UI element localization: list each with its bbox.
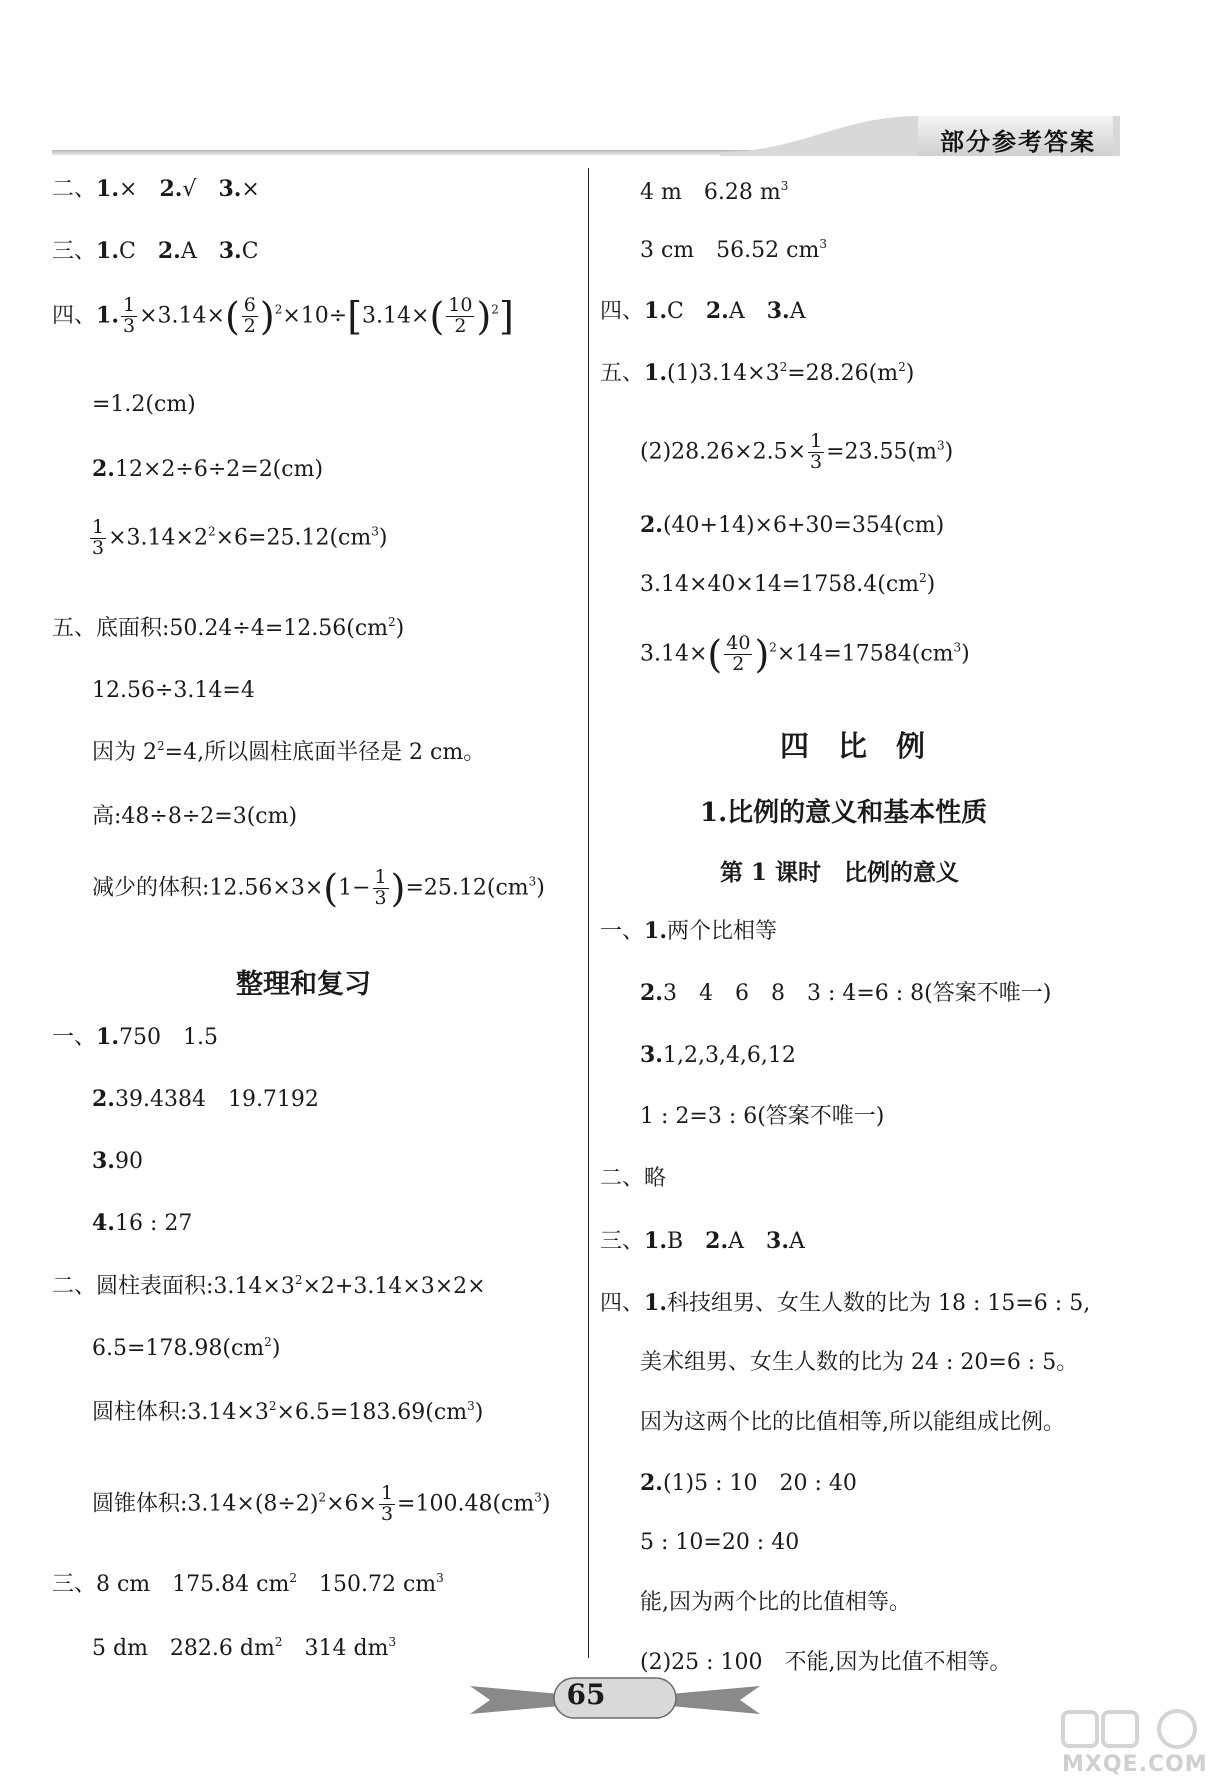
answer-line: 12.56÷3.14=4	[92, 678, 255, 703]
answer-line: 因为 $2^2=4$,所以圆柱底面半径是 2 cm。	[92, 739, 486, 765]
answer-line: 4.16 : 27	[92, 1210, 193, 1236]
answer-line: 圆柱体积$:3.14\times 3^2\times 6.5=183.69(cm^3)$	[92, 1399, 484, 1425]
page-header-title: 部分参考答案	[940, 127, 1096, 156]
answer-line: 三、1.B 2.A 3.A	[600, 1228, 805, 1254]
answer-line: 二、1.× 2.√ 3.×	[52, 176, 260, 202]
answer-line: 2.39.4384 19.7192	[92, 1086, 319, 1112]
answer-line: 2.(40+14)×6+30=354(cm)	[640, 512, 945, 538]
answer-line: 3 cm 56.52 $cm^3$	[640, 237, 827, 263]
answer-line: 三、8 cm 175.84 $cm^2$ 150.72 $cm^3$	[52, 1571, 444, 1597]
answer-line-formula: 3.14×( $\frac{40}{2}$ )$^2\times 14=17584(cm^3)$	[640, 632, 970, 677]
answer-line: 2.(1)5 : 10 20 : 40	[640, 1470, 857, 1496]
answer-line-formula: 减少的体积:12.56×3×(1− $\frac{1}{3}$ )$=25.12(cm^3)$	[92, 866, 545, 911]
answer-line-formula: (2)28.26×2.5× $\frac{1}{3}$ $=23.55(m^3)$	[640, 430, 954, 473]
answer-line: 四、1.C 2.A 3.A	[600, 298, 806, 324]
answer-line: 2.12×2÷6÷2=2(cm)	[92, 456, 324, 482]
answer-line: 2.3 4 6 8 3 : 4=6 : 8(答案不唯一)	[640, 980, 1052, 1006]
answer-line: $3.14\times 40\times 14=1758.4(cm^2)$	[640, 571, 936, 597]
answer-line: 因为这两个比的比值相等,所以能组成比例。	[640, 1410, 1065, 1435]
answer-line: 二、略	[600, 1166, 667, 1191]
answer-line-formula: 四、1. $\frac{1}{3}$ ×3.14×( $\frac{6}{2}$ )$^2$×10÷[3.14×( $\frac{10}{2}$ )$^2$]	[52, 294, 514, 339]
page-number: 65	[566, 1678, 606, 1711]
answer-line: =1.2(cm)	[92, 392, 196, 417]
chapter-heading: 四 比 例	[780, 729, 926, 763]
answer-line: (2)25 : 100 不能,因为比值不相等。	[640, 1650, 1012, 1675]
answer-line: 1 : 2=3 : 6(答案不唯一)	[640, 1104, 885, 1129]
answer-line: 四、1.科技组男、女生人数的比为 18 : 15=6 : 5,	[600, 1290, 1091, 1316]
answer-line: 3.90	[92, 1148, 143, 1174]
lesson-heading: 第 1 课时 比例的意义	[720, 859, 960, 886]
answer-line: 五、底面积$:50.24\div 4=12.56(cm^2)$	[52, 615, 405, 641]
answer-line: 五、$1.(1)3.14\times 3^2=28.26(m^2)$	[600, 360, 915, 386]
answer-line: 5 dm 282.6 $dm^2$ 314 $dm^3$	[92, 1635, 397, 1661]
answer-line: 5 : 10=20 : 40	[640, 1530, 800, 1555]
answer-line: 能,因为两个比的比值相等。	[640, 1590, 911, 1615]
watermark-text: MXQE.COM	[1062, 1752, 1208, 1777]
answer-line: $6.5=178.98(cm^2)$	[92, 1335, 281, 1361]
answer-line: 美术组男、女生人数的比为 24 : 20=6 : 5。	[640, 1350, 1079, 1375]
section-heading: 整理和复习	[236, 969, 371, 1000]
answer-line: 三、1.C 2.A 3.C	[52, 238, 259, 264]
header-rule	[52, 150, 792, 155]
answer-line: 一、1.两个比相等	[600, 918, 777, 944]
answer-line: 二、圆柱表面积$:3.14\times 3^2\times 2+3.14\times 3\times 2\times$	[52, 1273, 486, 1299]
answer-line-formula: $\frac{1}{3}$ $\times 3.14\times 2^2\times 6=25.12(cm^3)$	[92, 516, 388, 559]
section-heading: 1.比例的意义和基本性质	[700, 798, 988, 828]
column-divider	[588, 168, 589, 1658]
answer-line: 高:48÷8÷2=3(cm)	[92, 804, 298, 829]
answer-line: 4 m 6.28 $m^3$	[640, 179, 789, 205]
answer-line: 一、1.750 1.5	[52, 1024, 218, 1050]
answer-line-formula: 圆锥体积$:3.14\times(8\div 2)^2\times 6\times$ $\frac{1}{3}$ $=100.48(cm^3)$	[92, 1482, 551, 1525]
answer-line: 3.1,2,3,4,6,12	[640, 1042, 796, 1068]
